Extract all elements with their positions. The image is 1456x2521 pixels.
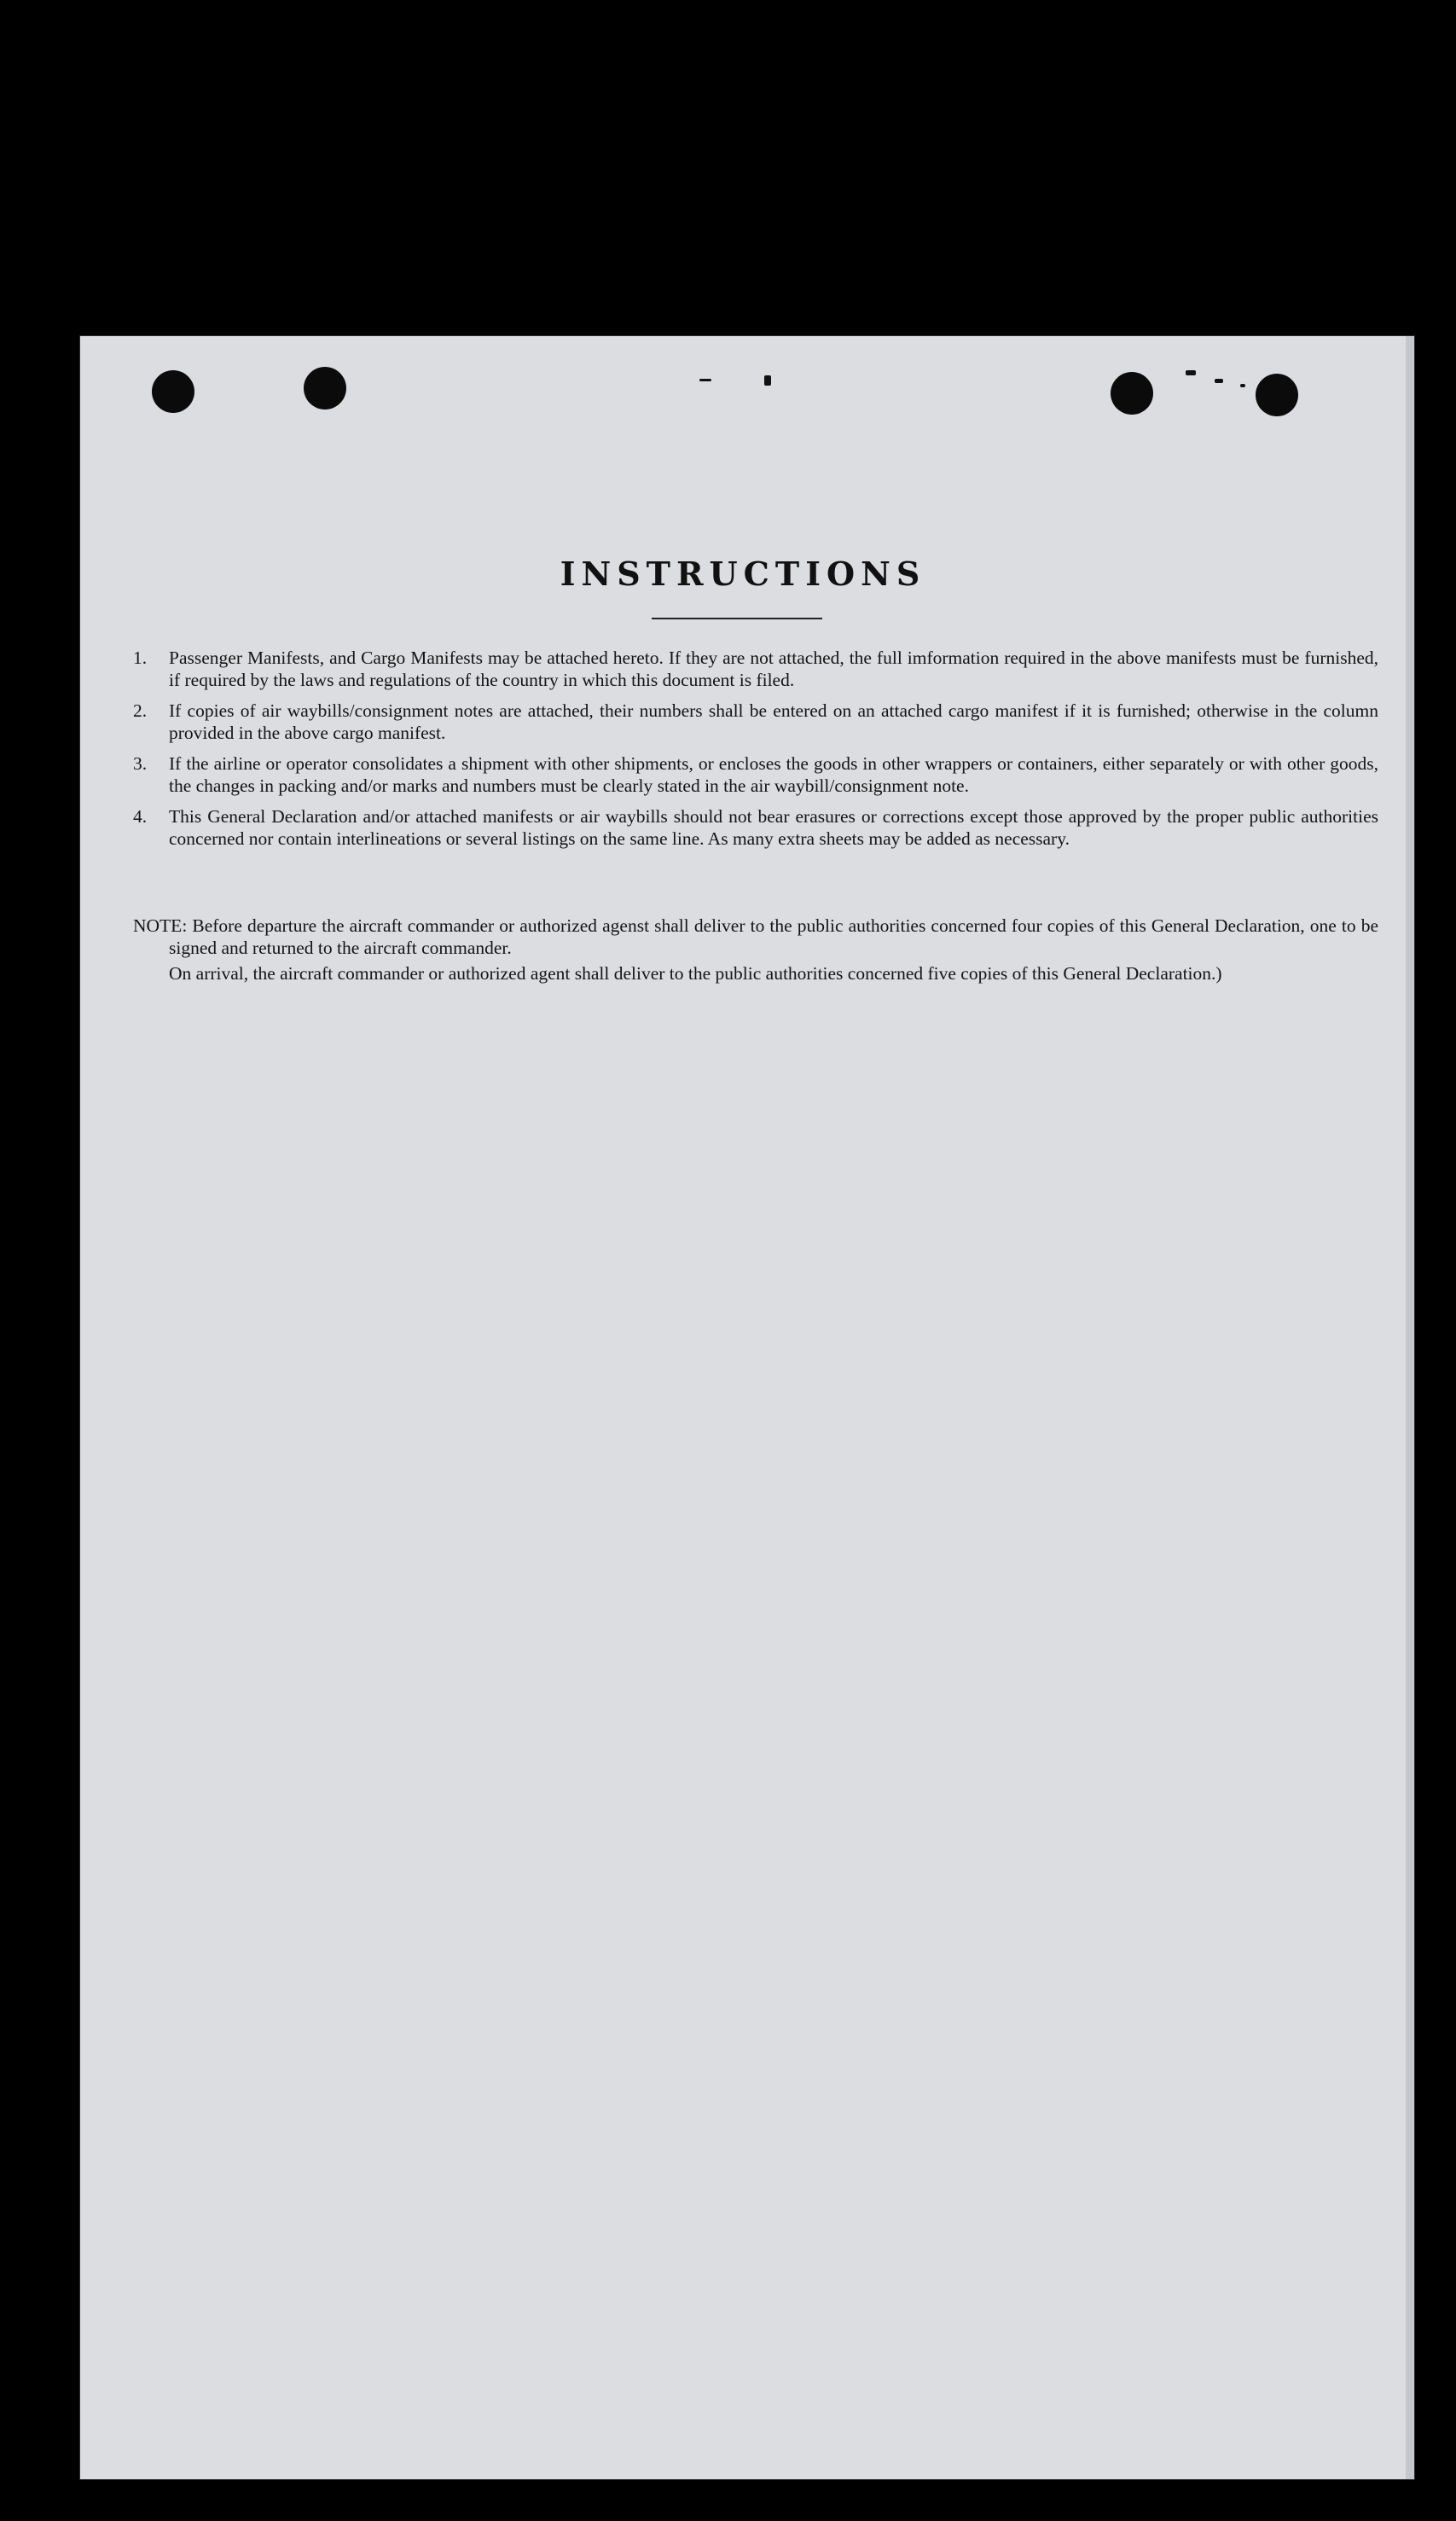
ink-speck bbox=[1215, 379, 1223, 383]
instruction-number: 4. bbox=[133, 806, 148, 827]
note-block bbox=[133, 915, 1378, 985]
punch-hole-left-2 bbox=[304, 367, 346, 410]
ink-speck bbox=[699, 379, 711, 381]
instruction-item-3 bbox=[133, 752, 1378, 797]
instruction-number: 2. bbox=[133, 700, 148, 721]
punch-hole-right-1 bbox=[1111, 372, 1153, 415]
note-label: NOTE: bbox=[133, 915, 188, 936]
note-paragraph-departure bbox=[133, 915, 1378, 959]
instruction-number: 3. bbox=[133, 753, 148, 774]
instruction-item-4 bbox=[133, 805, 1378, 850]
note-text-departure: Before departure the aircraft commander or authorized agenst shall deliver to the public authorities concerned four copies of this General Declaration, one to be signed and returned to the aircraft commander. bbox=[169, 915, 1379, 958]
page-title: INSTRUCTIONS bbox=[560, 555, 926, 593]
instruction-item-2 bbox=[133, 700, 1378, 744]
note-paragraph-arrival bbox=[133, 962, 1378, 985]
note-text-arrival: On arrival, the aircraft commander or authorized agent shall deliver to the public authorities concerned five copies of this General Declaration.) bbox=[169, 963, 1222, 984]
ink-speck bbox=[1186, 370, 1196, 375]
title-underline bbox=[652, 618, 822, 619]
instruction-text: If the airline or operator consolidates a shipment with other shipments, or encloses the goods in other wrappers or containers, either separately or with other goods, the changes in packing and/or marks and numbers must be clearly stated in the air waybill/consignment note. bbox=[169, 753, 1378, 796]
punch-hole-left-1 bbox=[152, 370, 194, 413]
instruction-text: This General Declaration and/or attached manifests or air waybills should not bear erasures or corrections except those approved by the proper public authorities concerned nor contain interlineations or several listings on the same line. As many extra sheets may be added as necessary. bbox=[169, 806, 1378, 849]
ink-speck bbox=[1240, 384, 1245, 387]
instructions-list bbox=[133, 647, 1378, 858]
instruction-text: If copies of air waybills/consignment notes are attached, their numbers shall be entered on an attached cargo manifest if it is furnished; otherwise in the column provided in the above cargo manifest. bbox=[169, 700, 1378, 743]
instruction-item-1 bbox=[133, 647, 1378, 691]
instruction-number: 1. bbox=[133, 648, 148, 668]
ink-speck bbox=[764, 375, 771, 386]
document-page bbox=[80, 336, 1414, 2479]
instruction-text: Passenger Manifests, and Cargo Manifests may be attached hereto. If they are not attached, the full imformation required in the above manifests must be furnished, if required by the laws and regulations of the country in which this document is filed. bbox=[169, 648, 1378, 690]
punch-hole-right-2 bbox=[1256, 374, 1298, 416]
